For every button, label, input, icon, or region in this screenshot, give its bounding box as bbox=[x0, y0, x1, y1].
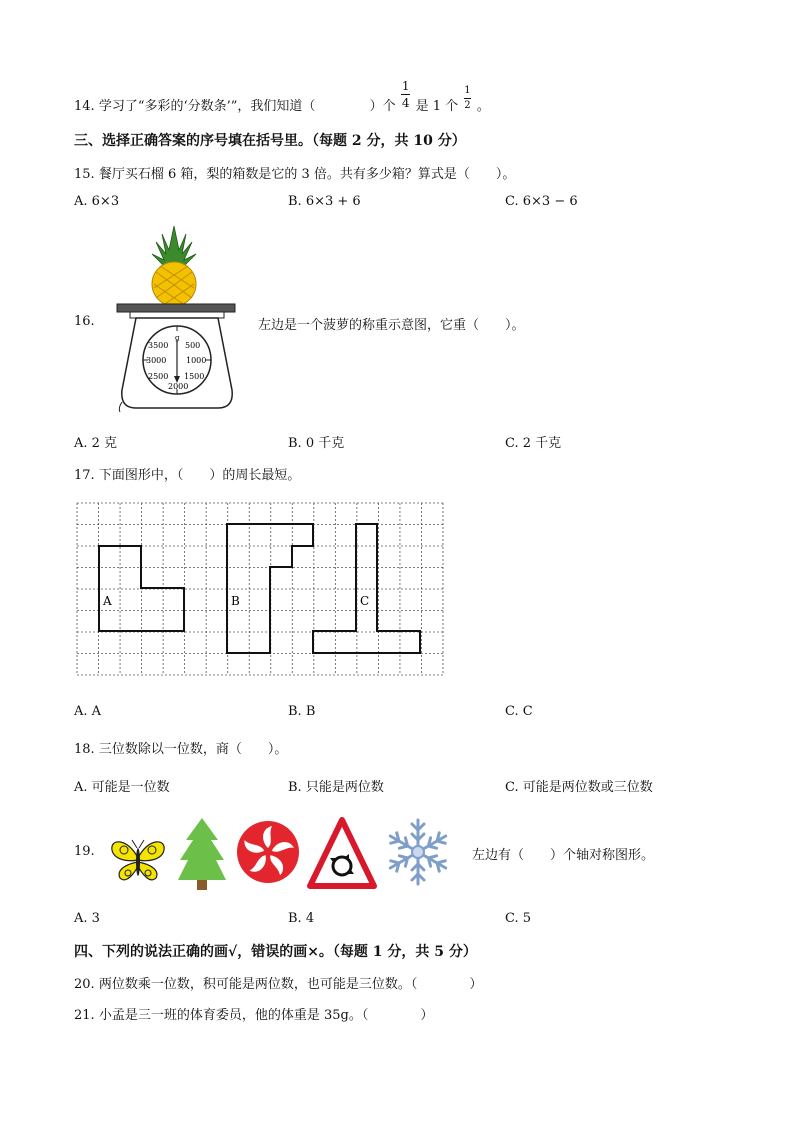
svg-text:1000: 1000 bbox=[186, 356, 207, 365]
pineapple-icon bbox=[152, 226, 196, 306]
option-b[interactable]: B. B bbox=[288, 704, 316, 719]
svg-text:2000: 2000 bbox=[168, 382, 189, 391]
scale-illustration bbox=[112, 220, 242, 412]
bauhinia-emblem-icon bbox=[237, 821, 299, 883]
question-text: 两位数乘一位数，积可能是两位数，也可能是三位数。（ ） bbox=[98, 977, 483, 992]
option-a[interactable]: A. A bbox=[74, 704, 102, 719]
question-number: 20. bbox=[74, 977, 95, 992]
section-4-title: 四、下列的说法正确的画√，错误的画×。（每题 1 分，共 5 分） bbox=[74, 944, 477, 960]
option-c[interactable]: C. 6×3 − 6 bbox=[505, 194, 578, 209]
question-text: 学习了“多彩的‘分数条’”，我们知道（ bbox=[98, 99, 316, 114]
question-text: 左边有（ ）个轴对称图形。 bbox=[472, 848, 655, 863]
question-text: 下面图形中，（ ）的周长最短。 bbox=[98, 468, 301, 483]
fraction-one-half: $\frac{1}{2}$ bbox=[464, 85, 471, 111]
svg-text:2500: 2500 bbox=[148, 372, 169, 381]
question-number: 14. bbox=[74, 99, 95, 114]
option-b[interactable]: B. 只能是两位数 bbox=[288, 780, 384, 795]
shape-a bbox=[99, 546, 184, 631]
symmetry-figures bbox=[104, 812, 460, 894]
question-number: 17. bbox=[74, 468, 95, 483]
shape-b bbox=[227, 524, 313, 653]
question-number: 15. bbox=[74, 167, 95, 182]
snowflake-icon bbox=[387, 820, 448, 884]
option-a[interactable]: A. 可能是一位数 bbox=[74, 780, 170, 795]
option-b[interactable]: B. 6×3 + 6 bbox=[288, 194, 361, 209]
shape-b-label: B bbox=[231, 594, 240, 608]
question-21 bbox=[74, 1004, 433, 1023]
svg-text:3000: 3000 bbox=[146, 356, 167, 365]
option-c[interactable]: C. 2 千克 bbox=[505, 436, 562, 451]
svg-text:g: g bbox=[175, 334, 180, 342]
butterfly-icon bbox=[112, 840, 164, 880]
option-a[interactable]: A. 2 克 bbox=[74, 436, 118, 451]
fraction-one-quarter: $\frac{1}{4}$ bbox=[401, 79, 410, 110]
question-14: 14. 学习了“多彩的‘分数条’”，我们知道（ ）个 $\frac{1}{4}$ 是 1 个 $\frac{1}{2}$ 。 bbox=[74, 79, 490, 114]
question-text: 左边是一个菠萝的称重示意图，它重（ ）。 bbox=[258, 318, 525, 333]
shape-a-label: A bbox=[103, 594, 112, 608]
option-c[interactable]: C. 5 bbox=[505, 911, 532, 926]
question-17 bbox=[74, 464, 300, 483]
question-text: 三位数除以一位数，商（ ）。 bbox=[98, 742, 288, 757]
question-18 bbox=[74, 738, 287, 757]
perimeter-grid bbox=[76, 502, 444, 676]
option-c[interactable]: C. C bbox=[505, 704, 533, 719]
svg-text:1500: 1500 bbox=[184, 372, 205, 381]
shape-c bbox=[313, 524, 420, 653]
question-15 bbox=[74, 163, 515, 182]
question-number: 18. bbox=[74, 742, 95, 757]
section-3-title: 三、选择正确答案的序号填在括号里。（每题 2 分，共 10 分） bbox=[74, 133, 466, 149]
shape-c-label: C bbox=[360, 594, 370, 608]
question-20 bbox=[74, 973, 482, 992]
option-a[interactable]: A. 6×3 bbox=[74, 194, 120, 209]
scale-plate bbox=[117, 304, 235, 312]
question-text: ）个 bbox=[369, 99, 396, 114]
question-number: 21. bbox=[74, 1008, 95, 1023]
question-text: 小孟是三一班的体育委员，他的体重是 35g。（ ） bbox=[98, 1008, 434, 1023]
svg-text:500: 500 bbox=[185, 341, 201, 350]
svg-text:3500: 3500 bbox=[148, 341, 169, 350]
question-number-16: 16. bbox=[74, 314, 95, 329]
question-number-19: 19. bbox=[74, 844, 95, 859]
pine-tree-icon bbox=[178, 818, 226, 890]
roundabout-warning-sign-icon bbox=[310, 820, 374, 886]
option-c[interactable]: C. 可能是两位数或三位数 bbox=[505, 780, 653, 795]
option-b[interactable]: B. 4 bbox=[288, 911, 315, 926]
question-text: 餐厅买石榴 6 箱，梨的箱数是它的 3 倍。共有多少箱？算式是（ ）。 bbox=[98, 167, 516, 182]
question-text: 是 1 个 bbox=[415, 99, 459, 114]
option-b[interactable]: B. 0 千克 bbox=[288, 436, 345, 451]
option-a[interactable]: A. 3 bbox=[74, 911, 100, 926]
